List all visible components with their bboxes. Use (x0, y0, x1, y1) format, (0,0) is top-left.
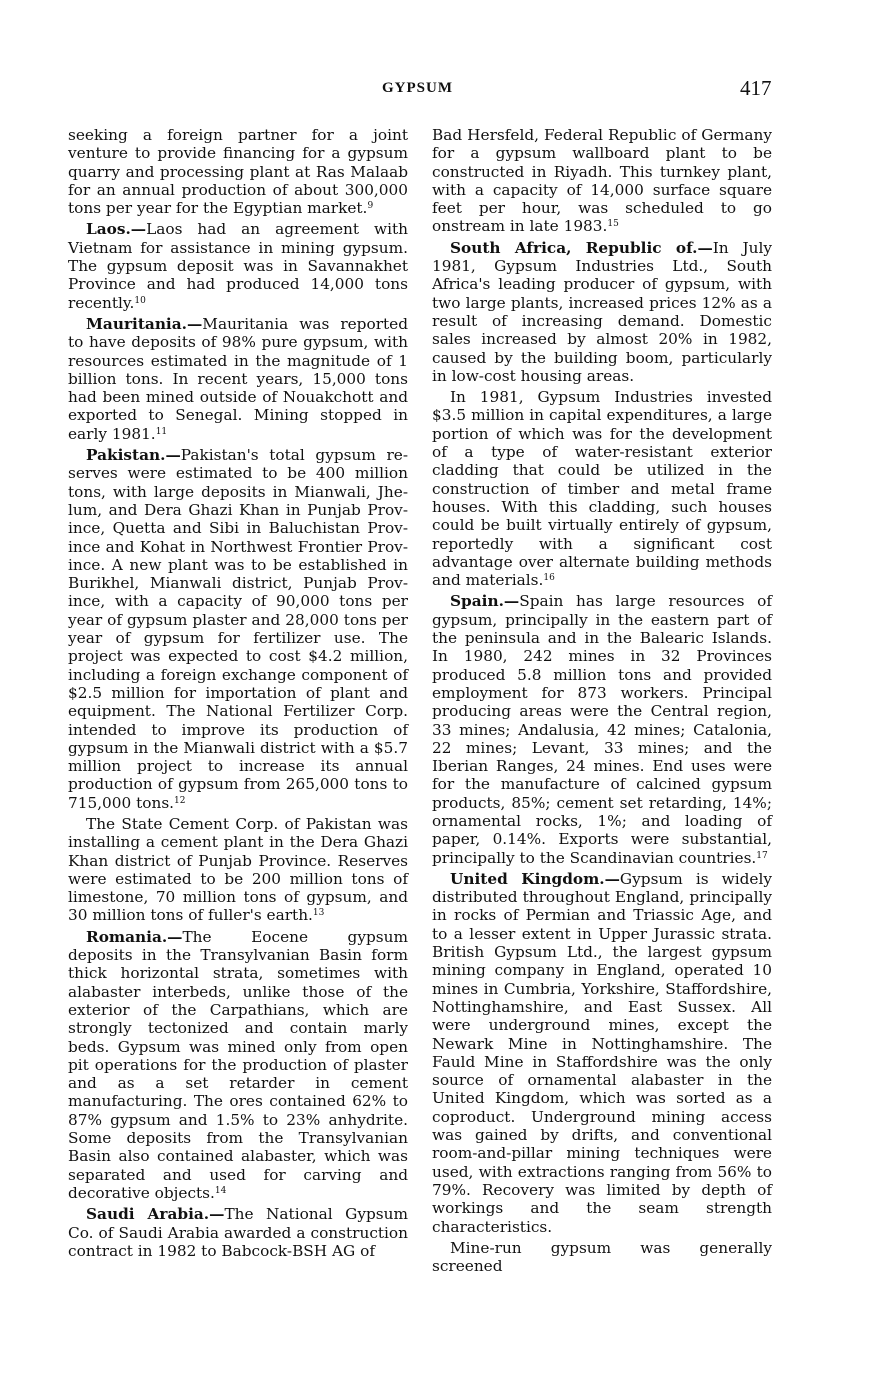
footnote-ref: 16 (543, 573, 555, 584)
footnote-ref: 14 (214, 1185, 227, 1196)
footnote-ref: 11 (155, 426, 168, 437)
section-heading-united-kingdom: United Kingdom.— (450, 869, 620, 888)
paragraph-south-africa (432, 239, 772, 385)
paragraph-text: Laos had an agreement with Vietnam for assistance in mining gypsum. The gypsum deposit was in Savannakhet Province and had produced 14,000 tons recently. (68, 220, 408, 312)
paragraph-mine-run (432, 1239, 772, 1276)
paragraph-text: Mauritania was reported to have deposits of 98% pure gypsum, with resources estimated in the magnitude of 1 billion tons. In recent years, 15,000 tons had been mined outside of Nouakchott and exported to Senegal. Mining stopped in early 1981. (68, 314, 408, 443)
section-heading-mauritania: Mauritania.— (86, 314, 203, 333)
right-column (432, 126, 772, 1278)
paragraph-egypt-continued (68, 126, 408, 217)
paragraph-text: Mine-run gypsum was generally screened (432, 1238, 772, 1276)
paragraph-text: The State Cement Corp. of Pakistan was installing a cement plant in the Dera Ghazi Khan district of Punjab Province. Reserves were estimated to be 200 million tons of limestone, 70 million tons of gypsum, and 30 million tons of fuller's earth. (68, 814, 408, 925)
section-heading-romania: Romania.— (86, 927, 183, 946)
page-header (0, 78, 874, 102)
paragraph-romania (68, 928, 408, 1202)
paragraph-text: Pakistan's total gypsum reserves were estimated to be 400 million tons, with large deposits in Mianwali, Jhelum, and Dera Ghazi Khan in Punjab Province, Quetta and Sibi in Baluchistan Province and Kohat in Northwest Frontier Province. A new plant was to be established in Burikhel, Mianwali district, Punjab Province, with a capacity of 90,000 tons per year of gypsum plaster and 28,000 tons per year of gypsum for fertilizer use. The project was expected to cost $4.2 million, including a foreign exchange component of $2.5 million for importation of plant and equipment. The National Fertilizer Corp. intended to improve its production of gypsum in the Mianwali district with a $5.7 million project to increase its annual production of gypsum from 265,000 tons to 715,000 tons. (68, 446, 408, 812)
paragraph-saudi-arabia (68, 1205, 408, 1260)
paragraph-saudi-arabia-continued (432, 126, 772, 236)
section-heading-laos: Laos.— (86, 220, 147, 239)
footnote-ref: 10 (134, 295, 146, 306)
paragraph-text: Spain has large resources of gypsum, principally in the eastern part of the peninsula and in the Balearic Islands. In 1980, 242 mines in 32 Provinces produced 5.8 million tons and provided employment for 873 workers. Principal producing areas were the Central region, 33 mines; Andalusia, 42 mines; Catalonia, 22 mines; Levant, 33 mines; and the Iberian Ranges, 24 mines. End uses were for the manufacture of calcined gypsum products, 85%; cement set retarding, 14%; ornamental rocks, 1%; and loading of paper, 0.14%. Exports were substantial, principally to the Scandinavian countries. (432, 592, 772, 867)
section-heading-saudi-arabia: Saudi Arabia.— (86, 1205, 225, 1224)
footnote-ref: 9 (367, 201, 374, 212)
footnote-ref: 13 (312, 908, 325, 919)
paragraph-text: In July 1981, Gypsum Industries Ltd., South Africa's leading producer of gypsum, with two large plants, increased prices 12% as a result of increasing demand. Domestic sales increased by almost 20% in 1982, caused by the building boom, particularly in low-cost housing areas. (432, 238, 772, 385)
paragraph-united-kingdom (432, 870, 772, 1236)
paragraph-text: seeking a foreign partner for a joint venture to provide financing for a gypsum quarry and processing plant at Ras Malaab for an annual production of about 300,000 tons per year for the Egyptian market. (68, 126, 408, 218)
paragraph-text: Bad Hersfeld, Federal Republic of Germany for a gypsum wallboard plant to be constructed in Riyadh. This turnkey plant, with a capacity of 14,000 surface square feet per hour, was scheduled to go onstream in late 1983. (432, 126, 772, 236)
paragraph-mauritania (68, 315, 408, 443)
paragraph-pakistan-cement (68, 815, 408, 925)
running-title: GYPSUM (382, 80, 453, 96)
footnote-ref: 12 (174, 795, 186, 806)
left-column (68, 126, 408, 1263)
page-number: 417 (740, 76, 772, 100)
paragraph-text: The National Gypsum Co. of Saudi Arabia awarded a construction contract in 1982 to Babcock-BSH AG of (68, 1205, 409, 1260)
paragraph-south-africa-investment (432, 388, 772, 589)
paragraph-pakistan (68, 446, 408, 812)
paragraph-text: In 1981, Gypsum Industries invested $3.5 million in capital expenditures, a large portion of which was for the development of a type of water-resistant exterior cladding that could be utilized in the construction of timber and metal frame houses. With this cladding, such houses could be built virtually entirely of gypsum, reportedly with a significant cost advantage over alternate building methods and materials. (432, 388, 772, 590)
section-heading-spain: Spain.— (450, 592, 520, 611)
paragraph-text: Gypsum is widely distributed throughout England, principally in rocks of Permian and Triassic Age, and to a lesser extent in Upper Jurassic strata. British Gypsum Ltd., the largest gypsum mining company in England, operated 10 mines in Cumbria, Yorkshire, Staffordshire, Nottinghamshire, and East Sussex. All were underground mines, except the Newark Mine in Nottinghamshire. The Fauld Mine in Staffordshire was the only source of ornamental alabaster in the United Kingdom, which was sorted as a coproduct. Underground mining access was gained by drifts, and conventional room-and-pillar mining techniques were used, with extractions ranging from 56% to 79%. Recovery was limited by depth of workings and the seam strength characteristics. (432, 869, 772, 1236)
footnote-ref: 15 (607, 219, 619, 230)
section-heading-south-africa: South Africa, Republic of.— (450, 238, 713, 257)
footnote-ref: 17 (756, 850, 768, 861)
paragraph-text: The Eocene gypsum deposits in the Transylvanian Basin form thick horizontal strata, sometimes with alabaster interbeds, unlike those of the exterior of the Carpathians, which are strongly tectonized and contain marly beds. Gypsum was mined only from open pit operations for the production of plaster and as a set retarder in cement manufacturing. The ores contained 62% to 87% gypsum and 1.5% to 23% anhydrite. Some deposits from the Transylvanian Basin also contained alabaster, which was separated and used for carving and decorative objects. (68, 927, 408, 1202)
section-heading-pakistan: Pakistan.— (86, 446, 181, 465)
paragraph-laos (68, 220, 408, 311)
paragraph-spain (432, 592, 772, 866)
